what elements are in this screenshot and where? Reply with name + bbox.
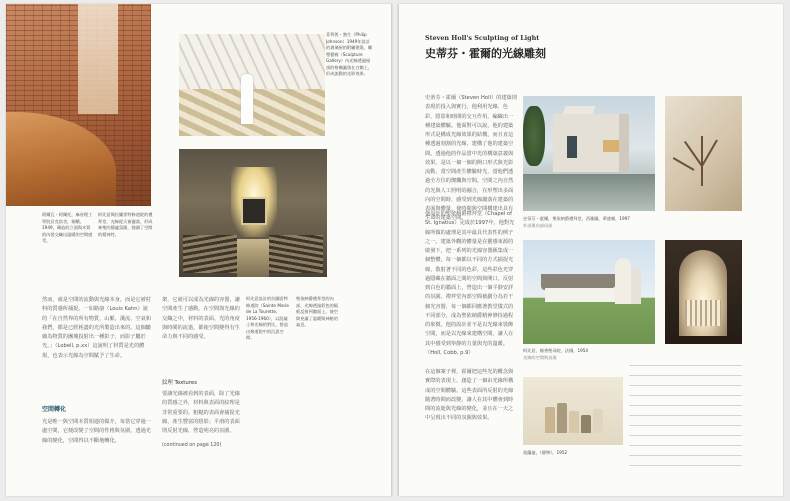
heading-space-transformation: 空間轉化 (42, 406, 67, 413)
white-gallery-photo (179, 34, 325, 136)
right-body-1: 史蒂芬・霍爾（Steven Holl）的建築則表現於投入與實行，他利用光線、色彩、陰影和時間的交互作用，編織出一種建築體驗。他面對可以說，他的建築形式是構成光線效果的結構，而且直這種透過刻割的光線，建構了他的建築空間。透過他的作品當中光的構築意義與效果，是以一個一個的開口形式與光影流動，當空間產生體驗時光，當他們透過全方位的燦爛與空間。空間之內自然的光與人工照明的融合，在形塑出多面向的空間時，感受到光線灑落在建築的表面與體量，使時間與空間構建出具有生命的建築空間。 (425, 95, 517, 222)
heading-textures: 紋理 Textures (162, 380, 198, 386)
caption-brick-left: 阿爾瓦・阿爾托，麻省理工學院貝克宿舍，劍橋，1949，磚造的立面與木質的內裝交織出溫暖的空間感受。 (42, 212, 93, 243)
caption-ignatius: 史蒂芬・霍爾，聖依納爵禮拜堂，西雅圖，華盛頓，1997 (523, 216, 630, 221)
body-para-3: 光是唯一與空間本質相連的媒介，每當它穿過一處空間，它便改變了空間的性格與氛圍，透過光線的變化，空間得以不斷地轉化。 (42, 419, 151, 444)
caption-gallery: 菲利普・強生（Philip Johnson）1949年設計的玻璃屋的附屬建築，雕塑藝廊（Sculpture Gallery）內光線透過屋頂的格柵灑落在白牆上，形成流動的光影效果。 (326, 32, 373, 76)
arched-interior-photo (665, 240, 742, 344)
continued-note: (continued on page 120) (162, 443, 222, 448)
title-english: Steven Holl's Sculpting of Light (425, 34, 540, 42)
caption-ronchamp: 柯比意，廊香聖母院，法國，1954 (523, 348, 589, 353)
right-page (399, 4, 783, 496)
caption-brick-right: 柯比意與拉圖雷特修道院的禮拜堂，光線從天窗灑落，形成神聖的靜謐氛圍，強調了空間的精神性。 (98, 212, 153, 237)
right-body-2: 他設計的聖依納爵禮拜堂（Chapel of St. Ignatius）完成於1997年，他對光線所做的處理是其中最具代表性的例子之一。建築外觀的體量是在靈感來源的啟發下，把一系列的光線容器匯集成一個整體，每一個都以不同的方式捕捉光線，散射著不同的色彩。這些彩色光穿過隱藏在牆面之間的空間與開口，反射到白色的牆面上，營造出一個平靜安詳的氛圍。禮拜堂內部空間被劃分為若干個光容器，每一個都回應著教堂儀式的不同部分，成為聖依納爵精神修持過程的象徵。他的設計並不是以光線來裝飾空間，而是以光線來建構空間，讓人在其中感受到寧靜的力量與光的溫暖。（Holl, Cobb, p.9） (425, 211, 515, 356)
caption-ronchamp-sub: 光線的空間與表現 (523, 355, 557, 360)
branch-sculpture-photo (665, 96, 742, 211)
ronchamp-photo (523, 240, 655, 344)
book-spine (391, 4, 399, 496)
left-page (6, 4, 391, 496)
chapel-interior-photo (179, 149, 327, 277)
brick-interior-photo (6, 4, 151, 206)
body-para-4: 要讓光線被看到的表面，除了光線的質感之外，材料與表面的紋理是非常重要的。粗糙的表面會捕捉光線，產生豐富的陰影；平滑的表面則反射光線，營造明亮的氛圍。 (162, 391, 240, 434)
morandi-still-life-photo (523, 377, 623, 445)
body-para-2: 架，它就可以成為光線的容器，讓空間產生了感動。在空間與光線的交織之中，材料的表面、光的角度與時間的流逝，都使空間變得有生命力與不同的感受。 (162, 297, 240, 340)
caption-tourette: 柯比意設計的拉圖雷特修道院（Sainte Marie de La Tourette, 1956-1960），以混凝土和光線的對比，營造出修道院中的沉思空間。 (246, 296, 289, 340)
body-para-1: 然而，就是空間的流動與光線本身，而是它被村料的質感所捕捉。一如路康（Louis Kahn）說的「在自然界的所有物質，山脈、溪流、空氣和我們，都是已經耗盡的光所製造出來的。這個皺縮為物質的團塊投射出一種影子，而影子屬於光。」（Lobell, p.xx）這說明了材質是光的體現，也表示光線為空間賦予了生命。 (42, 297, 151, 359)
caption-ignatius-interior: 聖依納爵禮拜堂的內部，光線透過彩色的隔板反射到牆面上，使空間充滿了溫暖與神秘的氣息。 (296, 296, 338, 327)
house-pool-photo (523, 96, 655, 211)
caption-morandi: 莫蘭迪，《靜物》，1952 (523, 450, 568, 455)
caption-ignatius-sub: 外部與內部局部 (523, 223, 553, 228)
right-body-3: 在這個案子裡，霍爾把這些光的概念與實際的表現上，創造了一個由光線所構成的空間體驗。這些表面所反射的光線隨著時間而改變，讓人在其中體會到時間的流逝與光線的變化，並且在一天之中呈現出不同的氛圍與效果。 (425, 369, 514, 422)
ruled-lines (629, 356, 742, 474)
title-chinese: 史蒂芬・霍爾的光線雕刻 (425, 47, 546, 60)
